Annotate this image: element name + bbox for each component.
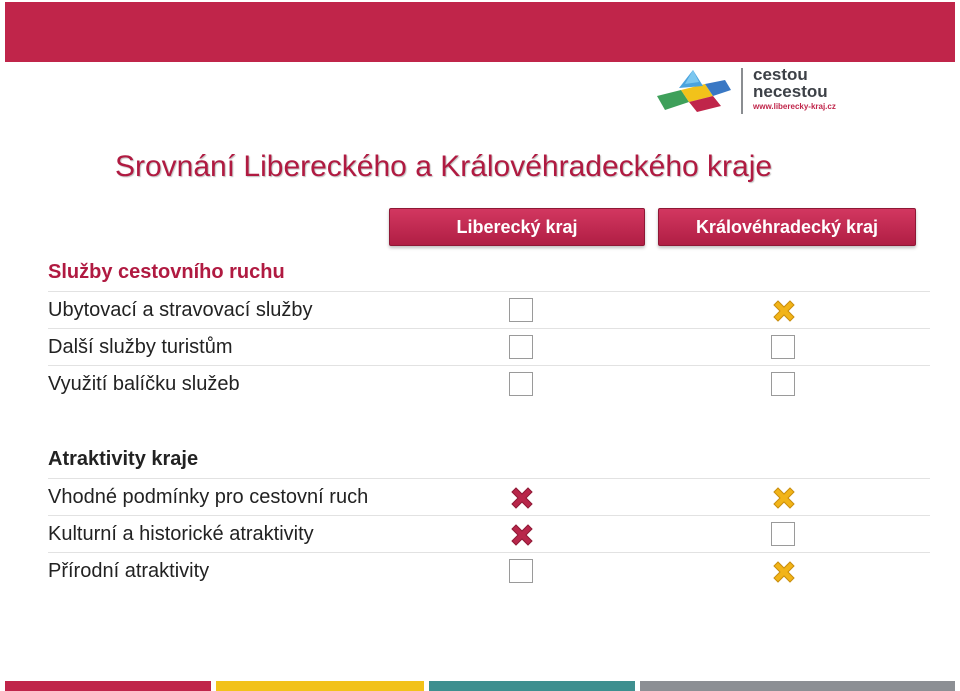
yellow-cross-icon <box>771 559 795 583</box>
table-row <box>48 515 930 552</box>
footer-bar-yellow <box>216 681 424 691</box>
column-header-kralovehradecky: Královéhradecký kraj <box>658 208 916 246</box>
row-label: Vhodné podmínky pro cestovní ruch <box>48 486 369 508</box>
row-label: Další služby turistům <box>48 336 233 358</box>
logo-line-2: necestou <box>753 82 828 101</box>
footer-bar-gray <box>640 681 955 691</box>
red-cross-icon <box>509 522 533 546</box>
section-attractions <box>48 441 930 589</box>
header-band <box>5 2 955 62</box>
logo <box>655 66 865 116</box>
table-row <box>48 478 930 515</box>
logo-line-1: cestou <box>753 65 808 84</box>
column-header-liberecky: Liberecký kraj <box>389 208 645 246</box>
red-cross-icon <box>509 485 533 509</box>
footer-bar-teal <box>429 681 635 691</box>
section-title: Atraktivity kraje <box>48 448 199 470</box>
row-label: Využití balíčku služeb <box>48 373 240 395</box>
checkbox-empty <box>771 522 795 546</box>
checkbox-empty <box>509 298 533 322</box>
table-row <box>48 291 930 328</box>
row-label: Kulturní a historické atraktivity <box>48 523 314 545</box>
section-services <box>48 254 930 402</box>
footer-bar-red <box>5 681 211 691</box>
table-row <box>48 552 930 589</box>
logo-text <box>753 66 836 111</box>
logo-divider <box>741 68 743 114</box>
checkbox-empty <box>771 372 795 396</box>
table-row <box>48 365 930 402</box>
yellow-cross-icon <box>771 298 795 322</box>
checkbox-empty <box>771 335 795 359</box>
page-title: Srovnání Libereckého a Královéhradeckého kraje <box>115 150 773 183</box>
row-label: Přírodní atraktivity <box>48 560 210 582</box>
checkbox-empty <box>509 559 533 583</box>
yellow-cross-icon <box>771 485 795 509</box>
row-label: Ubytovací a stravovací služby <box>48 299 313 321</box>
section-title: Služby cestovního ruchu <box>48 261 285 283</box>
logo-url: www.liberecky-kraj.cz <box>753 102 836 111</box>
checkbox-empty <box>509 372 533 396</box>
checkbox-empty <box>509 335 533 359</box>
table-row <box>48 328 930 365</box>
logo-mark-icon <box>655 66 735 114</box>
